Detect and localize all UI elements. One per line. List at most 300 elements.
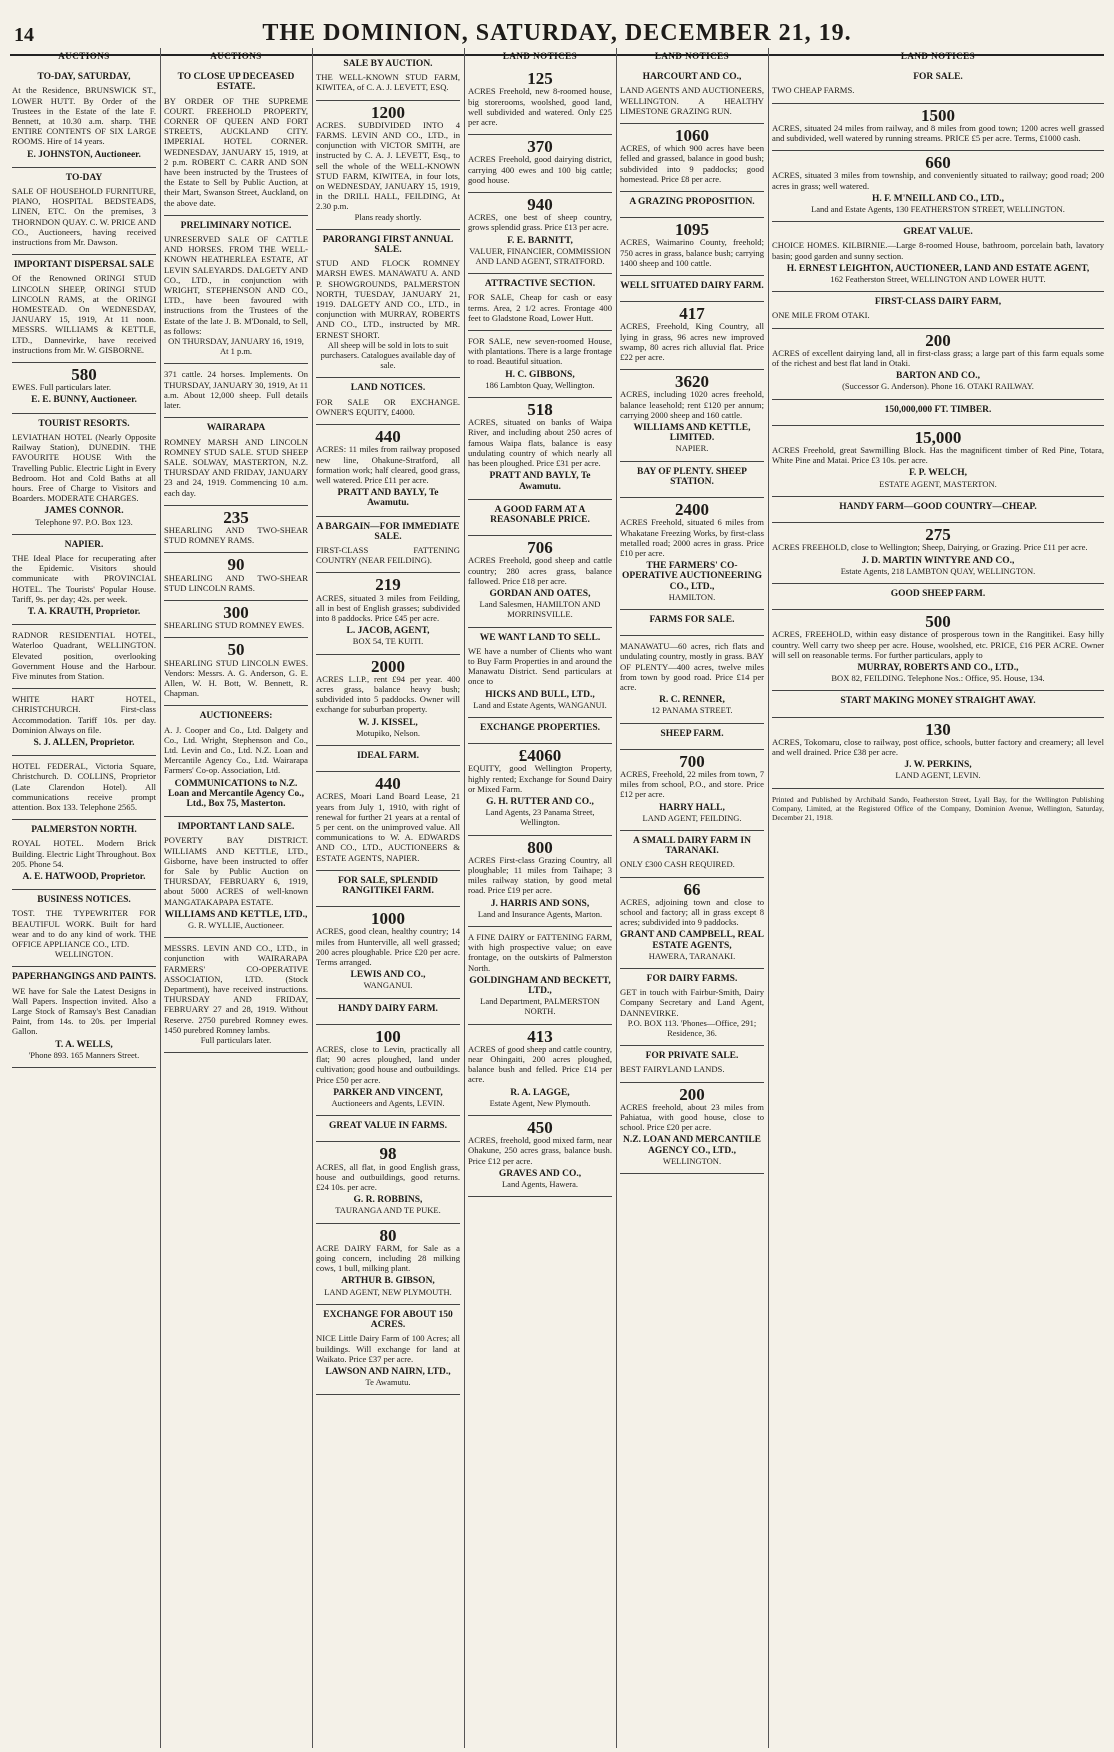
ad-address: VALUER, FINANCIER, COMMISSION AND LAND AGENT, STRATFORD. [469,245,611,267]
ad-body: FIRST-CLASS FATTENING COUNTRY (NEAR FEILDING). [316,544,460,566]
ad-title: A GRAZING PROPOSITION. [629,197,755,208]
ad-address: Telephone 97. P.O. Box 123. [35,516,133,527]
ad-body: STUD AND FLOCK ROMNEY MARSH EWES. MANAWATU A. AND P. SHOWGROUNDS, PALMERSTON NORTH, TUESDAY, JANUARY 21, 1919. DALGETY AND CO., LTD., in conjunction with MURRAY, ROBERTS AND CO., LTD., instructed by MR. ERNEST SHORT. [316,258,460,340]
ad-agent: PARKER AND VINCENT, [333,1087,443,1098]
ad-body: ACRES: 11 miles from railway proposed new line, Ohakune-Stratford, all formation work; half cleared, good grass, well watered. Price £11 per acre. [316,444,460,485]
ad-body: ACRES, close to Levin, practically all flat; 90 acres ploughed, land under cultivation; good house and outbuildings. Price £50 per acre. [316,1044,460,1085]
ad-agent: J. W. PERKINS, [904,760,972,771]
classified-ad [468,927,612,1025]
ad-title: WELL SITUATED DAIRY FARM. [620,281,764,292]
classified-ad [620,462,764,498]
ad-acreage: 800 [527,837,553,857]
classified-ad [772,292,1104,328]
ad-acreage: 235 [223,507,249,527]
ad-agent: A. E. HATWOOD, Proprietor. [22,872,146,882]
ad-body: ACRES Freehold, situated 6 miles from Whakatane Freezing Works, by first-class metalled road; 2000 acres in grass. Price £10 per acre. [620,517,764,558]
ad-title: NAPIER. [64,539,104,550]
classified-ad [164,364,308,418]
ad-agent: F. P. WELCH, [909,468,967,479]
classified-ad [316,1025,460,1116]
ad-acreage: 3620 [675,372,709,392]
ad-agent: N.Z. LOAN AND MERCANTILE AGENCY CO., LTD., [622,1135,762,1156]
ad-address: LAND AGENT, NEW PLYMOUTH. [324,1286,452,1297]
classified-ad [620,636,764,723]
ad-address: Land Department, PALMERSTON NORTH. [480,996,600,1017]
ad-body: ACRES, Freehold, 22 miles from town, 7 miles from school, P.O., and store. Price £12 per acre. [620,768,764,800]
ad-agent: WILLIAMS AND KETTLE, LIMITED. [633,423,751,444]
ad-agent: G. H. RUTTER AND CO., [486,796,594,807]
ad-agent: PRATT AND BAYLY, Te Awamutu. [489,471,591,492]
classified-ad [620,370,764,461]
column-heading: LAND NOTICES [654,51,730,61]
ad-title: PRELIMINARY NOTICE. [180,220,292,231]
newspaper-title: THE DOMINION, SATURDAY, DECEMBER 21, 19. [262,20,852,46]
classified-ad [468,274,612,331]
ad-body: ACRES, Tokomaru, close to railway, post office, schools, butter factory and creamery; all level and well drained. Price £38 per acre. [772,736,1104,757]
classified-ad [164,418,308,505]
column-3 [316,48,460,1748]
ad-body: SHEARLING AND TWO-SHEAR STUD ROMNEY RAMS. [164,524,308,546]
classified-ad [316,1224,460,1305]
column-heading: LAND NOTICES [900,51,976,61]
ad-acreage: 130 [925,719,951,739]
ad-title: A SMALL DAIRY FARM IN TARANAKI. [633,835,751,857]
classified-ad [12,967,156,1068]
classified-ad [772,222,1104,292]
ad-agent: E. E. BUNNY, Auctioneer. [31,395,137,406]
ad-body: SHEARLING STUD ROMNEY EWES. [164,620,305,631]
ad-agent: JAMES CONNOR. [44,506,124,517]
ad-acreage: 1200 [371,102,405,122]
ad-body: TWO CHEAP FARMS. [772,85,855,96]
ad-title: TO-DAY [65,172,103,183]
ad-title: WE WANT LAND TO SELL. [479,632,601,643]
classified-ad [620,302,764,370]
classified-ad [164,67,308,216]
column-divider [464,48,465,1748]
ad-body: ACRES Freehold, good dairying district, carrying 400 ewes and 100 big cattle; good house. [468,154,612,185]
classified-ad [12,535,156,625]
classified-ad [468,628,612,718]
classified-ad [12,255,156,363]
classified-ad [164,638,308,706]
classified-ad [620,276,764,302]
ad-agent: R. A. LAGGE, [510,1087,570,1098]
ad-body: ROMNEY MARSH AND LINCOLN ROMNEY STUD SALE. STUD SHEEP SALE. SOLWAY, MASTERTON, N.Z. THURSDAY AND FRIDAY, JANUARY 23 and 24, 1919. Commencing 10 a.m. each day. [164,436,308,498]
classified-ad [12,168,156,255]
classified-ad [620,192,764,218]
ad-body: A FINE DAIRY or FATTENING FARM, with high prospective value; on eave frontage, on the outskirts of Palmerston North. [468,932,612,973]
classified-ad [772,523,1104,584]
ad-acreage: 2000 [371,656,405,676]
ad-address: HAMILTON. [668,591,716,602]
ad-title: BAY OF PLENTY. SHEEP STATION. [637,466,747,487]
ad-agent: PRATT AND BAYLY, Te Awamutu. [337,488,439,509]
column-heading: AUCTIONS [58,51,110,61]
ad-address: Land and Estate Agents, 130 FEATHERSTON STREET, WELLINGTON. [811,204,1065,215]
ad-title: TO CLOSE UP DECEASED ESTATE. [177,72,295,93]
ad-agent: H. ERNEST LEIGHTON, AUCTIONEER, LAND AND ESTATE AGENT, [786,263,1090,274]
classified-ad [316,1116,460,1142]
classified-ad [316,655,460,746]
ad-body: ACRES Freehold, new 8-roomed house, big storerooms, woolshed, good land, well subdivided and watered. Only £25 per acre. [468,86,612,128]
classified-ad [468,718,612,744]
ad-acreage: 2400 [675,500,709,520]
ad-body: ACRES of excellent dairying land, all in first-class grass; a large part of this farm equals some of the richest and best flat land in Otaki. [772,347,1104,369]
ad-acreage: 200 [679,1084,705,1104]
ad-address: Te Awamutu. [365,1377,411,1388]
ad-body: WE have a number of Clients who want to Buy Farm Properties in and around the Manawatu District. Send particulars at once to [468,645,612,687]
ad-address: Motupiko, Nelson. [356,727,420,738]
ad-acreage: 98 [379,1144,397,1164]
ad-title: LAND NOTICES. [350,383,426,394]
classified-ad [772,329,1104,400]
ad-agent: T. A. KRAUTH, Proprietor. [27,606,141,617]
ad-body: EQUITY, good Wellington Property, highly rented; Exchange for Sound Dairy or Mixed Farm. [468,763,612,794]
ad-body: MANAWATU—60 acres, rich flats and undulating country, mostly in grass. BAY OF PLENTY—400 acres, twelve miles from town by good road. Price £14 per acre. [620,641,764,692]
ad-body: ACRES First-class Grazing Country, all ploughable; 11 miles from Taihape; 3 miles railway station, by good metal road. Price £19 per acre. [468,854,612,896]
classified-ad [316,1142,460,1223]
ad-address: Plans ready shortly. [354,211,422,222]
ad-title: FOR SALE, SPLENDID RANGITIKEI FARM. [337,875,439,896]
ad-body: ACRES, Waimarino County, freehold; 750 acres in grass, balance bush; carrying 1400 sheep and 100 cattle. [620,237,764,268]
classified-ad [468,1025,612,1116]
classified-ad [164,706,308,817]
column-4 [468,48,612,1748]
classified-ad [316,772,460,871]
ad-acreage: 50 [227,640,245,660]
classified-ad [772,400,1104,426]
ad-body: ACRES. SUBDIVIDED INTO 4 FARMS. LEVIN AND CO., LTD., in conjunction with VICTOR SMITH, are instructed by C. A. J. LEVETT, Esq., to sell the whole of the WELL-KNOWN STUD FARM, KIWITEA, in four lots, on WEDNESDAY, JANUARY 15, 1919, in the DRILL HALL, FEILDING, At 2.30 p.m. [316,119,460,212]
ad-title: IDEAL FARM. [356,750,420,761]
ad-agent: BARTON AND CO., [896,371,980,382]
ad-agent: GOLDINGHAM AND BECKETT, LTD., [469,975,611,997]
classified-ad [316,54,460,101]
column-heading: LAND NOTICES [502,51,578,61]
ad-acreage: 580 [71,365,97,385]
ad-body: ACRES, one best of sheep country, grows splendid grass. Price £13 per acre. [468,212,612,233]
ad-body: ACRES, all flat, in good English grass, house and outbuildings, good returns. £24 10s. per acre. [316,1161,460,1193]
classified-ad [620,878,764,969]
ad-body: Of the Renowned ORINGI STUD LINCOLN SHEEP, ORINGI STUD LINCOLN RAMS, at the ORINGI HOMESTEAD. On WEDNESDAY, JANUARY 15, 1919, At 11 noon. MESSRS. WILLIAMS & KETTLE, LTD., Dannevirke, have received instructions from Mr. W. GISBORNE. [12,273,156,355]
ad-body: ACRES, situated 3 miles from Feilding, all in best of English grasses; subdivided into 8 paddocks. Price £45 per acre. [316,592,460,623]
ad-body: UNRESERVED SALE OF CATTLE AND HORSES. FROM THE WELL-KNOWN HEATHERLEA ESTATE, AT LEVIN SALEYARDS. DALGETY AND CO., LTD., in conjunction with WRIGHT, STEPHENSON AND CO., LTD., have been favoured with instructions from the Trustees of the Estate of the late J. B. M'Donald, to Sell, as follows: [164,234,308,336]
ad-address: Full particulars later. [200,1035,272,1046]
ad-body: ACRES, of which 900 acres have been felled and grassed, balance in good bush; subdivided into 9 paddocks; good homestead. Price £8 per acre. [620,143,764,184]
ad-agent: R. C. RENNER, [659,695,725,706]
ad-address: HAWERA, TARANAKI. [648,950,736,961]
classified-ad [772,151,1104,222]
column-divider [616,48,617,1748]
ad-body: POVERTY BAY DISTRICT. WILLIAMS AND KETTLE, LTD., Gisborne, have been instructed to offer for Sale by Public Auction on THURSDAY, FEBRUARY 6, 1919, about 5000 ACRES of well-known MANGATAKAPAPA ESTATE. [164,835,308,907]
classified-ad [468,500,612,536]
ad-address: BOX 54, TE KUITI. [352,636,424,647]
ad-body: A. J. Cooper and Co., Ltd. Dalgety and Co., Ltd. Wright, Stephenson and Co., Ltd. Levin and Co., Ltd. N.Z. Loan and Mercantile Agency Co., Ltd. Wairarapa Farmers' Co-op. Association, Ltd. [164,724,308,776]
ad-acreage: 700 [679,751,705,771]
ad-title: EXCHANGE FOR ABOUT 150 ACRES. [323,1309,453,1331]
ad-body: ACRES, situated 3 miles from township, and conveniently situated to railway; good road; 200 acres in grass; well watered. [772,170,1104,191]
ad-agent: G. R. ROBBINS, [353,1195,423,1206]
classified-ad [468,1116,612,1197]
ad-body: NICE Little Dairy Farm of 100 Acres; all buildings. Will exchange for land at Waikato. Price £37 per acre. [316,1333,460,1364]
ad-address: WELLINGTON. [54,949,114,960]
ad-agent: J. HARRIS AND SONS, [490,898,590,909]
classified-ad [12,890,156,967]
classified-ad [12,625,156,689]
ad-address: TAURANGA AND TE PUKE. [335,1205,441,1216]
ad-agent: L. JACOB, AGENT, [346,626,430,637]
ad-title: PARORANGI FIRST ANNUAL SALE. [322,234,454,256]
ad-acreage: 370 [527,137,553,157]
imprint-footer: Printed and Published by Archibald Sando, Featherston Street, Lyall Bay, for the Wellington Publishing Company, Limited, at the Registered Office of the Company, Dominion Avenue, Wellington, Saturday, December 21, 1918. [772,794,1104,822]
ad-agent: WILLIAMS AND KETTLE, LTD., [164,909,308,920]
classified-ad [12,414,156,535]
ad-body: GET in touch with Fairbur-Smith, Dairy Company Secretary and Land Agent, DANNEVIRKE. [620,987,764,1018]
ad-address: Estate Agent, New Plymouth. [489,1097,591,1108]
ad-address: WELLINGTON. [662,1155,722,1166]
classified-ad [772,718,1104,789]
classified-ad [164,216,308,365]
ad-agent: H. F. M'NEILL AND CO., LTD., [871,193,1005,204]
ad-title: IMPORTANT LAND SALE. [177,822,295,833]
ad-acreage: 500 [925,612,951,632]
ad-title: WAIRARAPA [206,423,266,434]
classified-ad [468,331,612,398]
classified-ad [620,831,764,878]
ad-title: START MAKING MONEY STRAIGHT AWAY. [840,696,1036,707]
ad-title: SHEEP FARM. [660,728,724,739]
column-2 [164,48,308,1748]
classified-ad [468,67,612,135]
ad-body: ACRES, including 1020 acres freehold, balance leasehold; rent £120 per annum; carrying 2000 sheep and 160 cattle. [620,389,764,420]
ad-body: MESSRS. LEVIN AND CO., LTD., in conjunction with WAIRARAPA FARMERS' CO-OPERATIVE ASSOCIATION, LTD. (Stock Department), have received instructions. THURSDAY AND FRIDAY, FEBRUARY 27 and 28, 1919. Without Reserve. 2750 purebred Romney ewes. 1450 purebred Romney lambs. [164,943,308,1035]
classified-ad [316,425,460,516]
ad-address: BOX 82, FEILDING. Telephone Nos.: Office, 95. House, 134. [831,673,1045,684]
ad-address: (Successor G. Anderson). Phone 16. OTAKI RAILWAY. [842,381,1034,392]
ad-body: FOR SALE OR EXCHANGE. OWNER'S EQUITY, £4000. [316,396,460,417]
ad-agent: GRAVES AND CO., [498,1168,582,1179]
ad-address: 162 Featherston Street, WELLINGTON AND LOWER HUTT. [830,274,1046,285]
classified-ad [468,135,612,193]
ad-title: A BARGAIN—FOR IMMEDIATE SALE. [316,521,460,542]
ad-address: Auctioneers and Agents, LEVIN. [331,1098,445,1109]
ad-acreage: 450 [527,1118,553,1138]
column-heading: AUCTIONS [210,51,262,61]
ad-address: Land Salesmen, HAMILTON AND MORRINSVILLE. [479,599,601,620]
ad-acreage: £4060 [518,746,562,766]
ad-acreage: 100 [375,1026,401,1046]
masthead [0,10,1114,50]
ad-acreage: 518 [527,400,553,420]
ad-acreage: 125 [527,69,553,89]
classified-ad [772,67,1104,103]
classified-ad [620,724,764,750]
ad-acreage: 440 [375,427,401,447]
ad-title: FOR PRIVATE SALE. [645,1051,739,1062]
classified-ad [620,610,764,636]
ad-agent: E. JOHNSTON, Auctioneer. [27,149,141,160]
ad-agent: COMMUNICATIONS to N.Z. Loan and Mercantile Agency Co., Ltd., Box 75, Masterton. [168,778,304,809]
ad-body: WE have for Sale the Latest Designs in Wall Papers. Inspection invited. Also a Large Stock of Ramsay's Best Canadian Paint, from 14s. to 20s. per Imperial Gallon. [12,985,156,1037]
ad-agent: J. D. MARTIN WINTYRE AND CO., [861,555,1015,566]
ad-address: ESTATE AGENT, MASTERTON. [879,478,997,489]
ad-body: RADNOR RESIDENTIAL HOTEL, Waterloo Quadrant, WELLINGTON. Elevated position, overlooking Government House and the Harbour. Five minutes from Station. [12,630,156,681]
ad-acreage: 940 [527,195,553,215]
ad-acreage: 219 [375,575,401,595]
ad-body: FOR SALE, new seven-roomed House, with plantations. There is a large frontage to road. Beautiful situation. [468,336,612,367]
ad-body: ACRES, situated 24 miles from railway, and 8 miles from good town; 1200 acres well grassed and subdivided, well watered by running streams. PRICE £5 per acre. Terms, £1000 cash. [772,122,1104,144]
ad-body: ACRES, good clean, healthy country; 14 miles from Hunterville, all well grassed; 200 acres ploughable. Price £20 per acre. Terms arranged. [316,926,460,968]
classified-ad [316,378,460,425]
ad-address: 186 Lambton Quay, Wellington. [485,379,595,390]
classified-ad [468,193,612,274]
ad-body: SHEARLING AND TWO-SHEAR STUD LINCOLN RAMS. [164,572,308,593]
ad-body: ACRES, freehold, good mixed farm, near Ohakune, 250 acres grass, balance bush. Price £12 per acre. [468,1135,612,1166]
ad-acreage: 1095 [675,220,709,240]
ad-body: ACRES L.I.P., rent £94 per year. 400 acres grass, balance heavy bush; subdivided into 5 paddocks. Owner will exchange for suburban property. [316,673,460,715]
ad-acreage: 275 [925,525,951,545]
ad-body: ONE MILE FROM OTAKI. [772,310,870,321]
classified-ad [620,67,764,124]
ad-body: EWES. Full particulars later. [12,382,112,393]
ad-title: FARMS FOR SALE. [649,614,735,625]
ad-agent: MURRAY, ROBERTS AND CO., LTD., [857,662,1019,673]
ad-acreage: 440 [375,774,401,794]
ad-body: ACRES, Freehold, King Country, all lying in grass, 96 acres new improved swamp, 80 acres rich alluvial flat. Price £22 per acre. [620,321,764,363]
ad-body: ONLY £300 CASH REQUIRED. [620,859,735,870]
ad-title: PAPERHANGINGS AND PAINTS. [12,972,156,983]
classified-ad [468,744,612,835]
ad-address: Estate Agents, 218 LAMBTON QUAY, WELLINGTON. [840,565,1036,576]
classified-ad [316,101,460,230]
classified-ad [772,584,1104,610]
classified-ad [620,969,764,1046]
ad-title: EXCHANGE PROPERTIES. [479,722,601,733]
ad-address: LAND AGENT, LEVIN. [895,770,981,781]
classified-ad [468,836,612,927]
ad-body: SHEARLING STUD LINCOLN EWES. Vendors: Messrs. A. G. Anderson, G. E. Allen, W. H. Bott, W. Bennett, R. Chapman. [164,657,308,699]
classified-ad [772,104,1104,152]
classified-ad [620,218,764,276]
ad-address: NAPIER. [675,443,709,454]
classified-ad [316,230,460,379]
column-5 [620,48,764,1748]
classified-ad [772,497,1104,523]
column-divider [768,48,769,1748]
ad-address: Land and Insurance Agents, Marton. [477,908,603,919]
classified-ad [468,398,612,500]
ad-body: BY ORDER OF THE SUPREME COURT. FREEHOLD PROPERTY, CORNER OF QUEEN AND FORT STREETS, AUCKLAND CITY. IMPERIAL HOTEL CORNER. WEDNESDAY, JANUARY 15, 1919, at 2 p.m. ROBERT C. CARR AND SON have been instructed by the Trustees of the Estate to Sell by Public Auction, at their Mart, Swanson Street, Auckland, on the above date. [164,95,308,208]
classified-ad [468,536,612,627]
ad-agent: W. J. KISSEL, [358,717,418,728]
classified-ad [620,1046,764,1082]
ad-agent: F. E. BARNITT, [507,235,573,246]
ad-address: G. R. WYLLIE, Auctioneer. [188,920,284,931]
classified-ad [772,426,1104,497]
classified-ad [164,553,308,601]
classified-ad [164,601,308,638]
ad-agent: HICKS AND BULL, LTD., [485,689,595,700]
classified-ad [12,756,156,820]
ad-agent: GORDAN AND OATES, [489,588,591,599]
ad-address: Land and Estate Agents, WANGANUI. [473,699,607,710]
ad-body: ACRES Freehold, good sheep and cattle country; 280 acres grass, balance fallowed. Price £18 per acre. [468,555,612,586]
ad-body: WHITE HART HOTEL, CHRISTCHURCH. First-class Accommodation. Tariff 10s. per day. Dominion Always on file. [12,694,156,735]
ad-acreage: 80 [379,1225,397,1245]
classified-ad [772,691,1104,717]
ad-body: ACRES, adjoining town and close to school and factory; all in grass except 8 acres; subdivided into 9 paddocks. [620,896,764,928]
column-6 [772,48,1104,1748]
column-divider [160,48,161,1748]
ad-address: 12 PANAMA STREET. [651,705,733,716]
ad-body: ACRES of good sheep and cattle country, near Ohingaiti, 200 acres ploughed, balance bush and felled. Price £14 per acre. [468,1043,612,1085]
column-1 [12,48,156,1748]
ad-title: GREAT VALUE IN FARMS. [329,1121,447,1132]
classified-ad [164,938,308,1053]
classified-ad [12,363,156,414]
ad-body: ACRES, Moari Land Board Lease, 21 years from July 1, 1910, with right of renewal for further 21 years at a rental of 5 per cent. on the unimproved value. All communications to W. A. EDWARDS AND CO., LTD., AUCTIONEERS & ESTATE AGENTS, NAPIER. [316,791,460,863]
classified-ad [316,907,460,998]
ad-body: LAND AGENTS AND AUCTIONEERS, WELLINGTON. A HEALTHY LIMESTONE GRAZING RUN. [620,85,764,116]
ad-body: FOR SALE, Cheap for cash or easy terms. Area, 2 1/2 acres. Frontage 400 feet to Gladstone Road, Lower Hutt. [468,292,612,323]
ad-title: TO-DAY, SATURDAY, [37,72,131,83]
ad-acreage: 1000 [371,909,405,929]
ad-agent: ARTHUR B. GIBSON, [341,1276,435,1287]
ad-body: ACRES Freehold, great Sawmilling Block. Has the magnificent timber of Red Pine, Totara, White Pine and Matai. Price £3 10s. per acre. [772,445,1104,466]
classified-ad [316,746,460,772]
ad-agent: T. A. WELLS, [55,1039,113,1050]
ad-acreage: 660 [925,153,951,173]
ad-body: THE Ideal Place for recuperating after the Epidemic. Visitors should communicate with PROVINCIAL HOTEL. The Tourists' Popular House. Tariff, 9s. per day; 42s. per week. [12,552,156,604]
ad-body: TOST. THE TYPEWRITER FOR BEAUTIFUL WORK. Built for hard wear and to do any kind of work. THE OFFICE APPLIANCE CO., LTD. [12,908,156,950]
ad-title: HANDY DAIRY FARM. [338,1003,438,1014]
ad-title: FOR DAIRY FARMS. [646,974,738,984]
ad-title: FIRST-CLASS DAIRY FARM, [874,297,1002,308]
ad-agent: LAWSON AND NAIRN, LTD., [325,1366,451,1377]
classified-ad [164,817,308,938]
ad-body: HOTEL FEDERAL, Victoria Square, Christchurch. D. COLLINS, Proprietor (Late Clarendon Hotel). All communications receive prompt attention. Box 133. Telephone 2565. [12,761,156,812]
classified-ad [164,506,308,554]
ad-address: P.O. BOX 113. 'Phones—Office, 291; Residence, 36. [627,1017,757,1039]
ad-body: ACRES FREEHOLD, close to Wellington; Sheep, Dairying, or Grazing. Price £11 per acre. [772,542,1088,553]
column-divider [312,48,313,1748]
ad-address: Land Agents, Hawera. [501,1179,578,1190]
classified-ad [316,573,460,654]
classified-ad [772,610,1104,691]
ad-title: 150,000,000 FT. TIMBER. [884,404,992,415]
ad-body: SALE OF HOUSEHOLD FURNITURE, PIANO, HOSPITAL BEDSTEADS, LINEN, ETC. On the premises, 3 THORNDON QUAY. C. W. PRICE AND CO., Auctioneers, having received instructions from Mr. Dawson. [12,186,156,248]
ad-title: FOR SALE. [913,72,963,83]
ad-title: HANDY FARM—GOOD COUNTRY—CHEAP. [839,501,1037,512]
ad-address: All sheep will be sold in lots to suit purchasers. Catalogues available day of sale. [320,339,456,371]
classified-ad [12,820,156,890]
ad-title: HARCOURT AND CO., [642,72,742,83]
ad-address: ON THURSDAY, JANUARY 16, 1919, At 1 p.m. [168,336,304,357]
ad-body: BEST FAIRYLAND LANDS. [620,1064,725,1075]
ad-acreage: 413 [527,1026,553,1046]
ad-title: AUCTIONEERS: [199,711,273,722]
ad-address: Land Agents, 23 Panama Street, Wellington. [485,807,595,828]
classified-ad [620,124,764,192]
ad-acreage: 66 [683,879,701,899]
ad-title: SALE BY AUCTION. [343,59,433,69]
ad-body: ACRE DAIRY FARM, for Sale as a going concern, including 28 milking cows, 1 bull, milking plant. [316,1242,460,1274]
ad-body: 371 cattle. 24 horses. Implements. On THURSDAY, JANUARY 30, 1919, At 11 a.m. About 12,000 sheep. Full details later. [164,369,308,411]
ad-body: CHOICE HOMES. KILBIRNIE.—Large 8-roomed House, bathroom, porcelain bath, lavatory basin; good garden and sunny section. [772,240,1104,261]
ad-agent: LEWIS AND CO., [350,970,426,981]
ad-body: THE WELL-KNOWN STUD FARM, KIWITEA, of C. A. J. LEVETT, ESQ. [316,72,460,93]
ad-title: ATTRACTIVE SECTION. [484,279,596,290]
